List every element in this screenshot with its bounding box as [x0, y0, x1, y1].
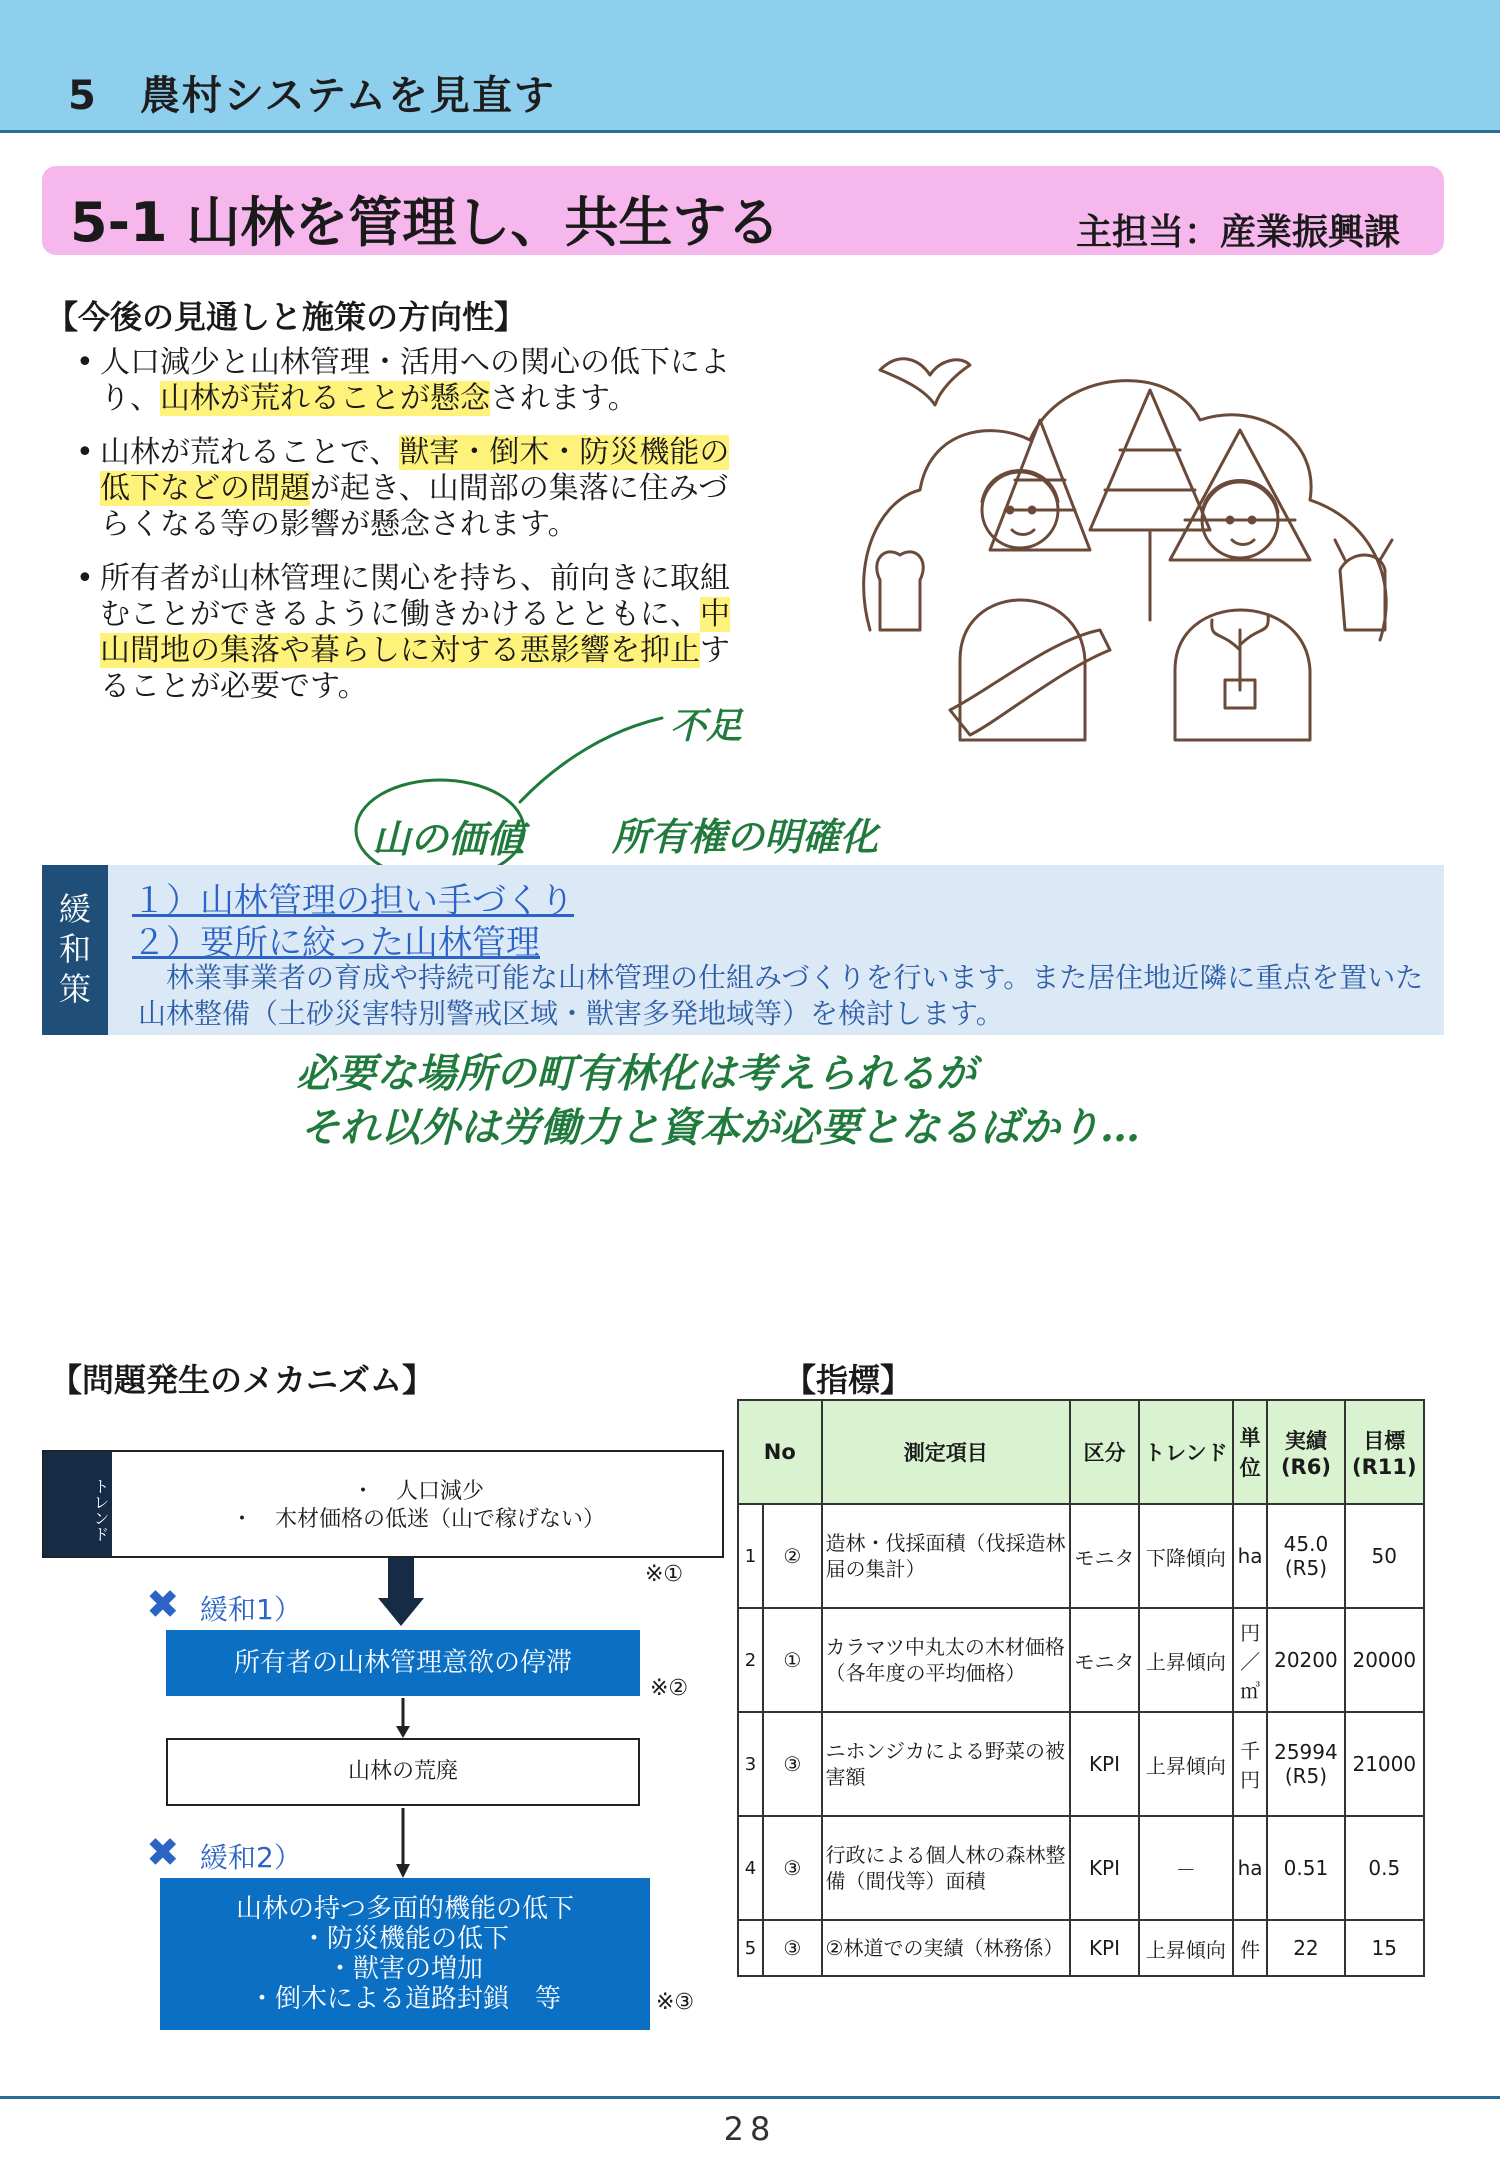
section-owner: 主担当：産業振興課 — [1075, 212, 1400, 253]
page-number: 28 — [723, 2110, 777, 2148]
handwritten-note: 所有権の明確化 — [612, 814, 879, 859]
chapter-header — [0, 0, 1500, 133]
highlight: 獣害・倒木・防災機能の低下などの問題 — [100, 435, 730, 506]
column-header: 目標(R11) — [1345, 1400, 1424, 1504]
column-header: 実績(R6) — [1267, 1400, 1344, 1504]
column-header: No — [738, 1400, 822, 1504]
forest-degradation-box: 山林の荒廃 — [166, 1738, 640, 1806]
mitigation-tag: 緩 和 策 — [42, 865, 108, 1035]
outlook-heading: 【今後の見通しと施策の方向性】 — [46, 298, 527, 336]
trend-box — [42, 1450, 724, 1558]
column-header: 単位 — [1233, 1400, 1267, 1504]
outlook-bullet: • 所有者が山林管理に関心を持ち、前向きに取組むことができるように働きかけるとともに、中山間地の集落や暮らしに対する悪影響を抑止することが必要です。 — [76, 561, 736, 705]
owner-motivation-box: 所有者の山林管理意欲の停滞 — [166, 1630, 640, 1696]
highlight: 中山間地の集落や暮らしに対する悪影響を抑止 — [100, 597, 730, 668]
column-header: 測定項目 — [822, 1400, 1071, 1504]
trend-label: トレンド — [44, 1452, 112, 1556]
trend-items: ・ 人口減少 ・ 木材価格の低迷（山で稼げない） — [230, 1479, 605, 1532]
handwritten-note: それ以外は労働力と資本が必要となるばかり… — [300, 1104, 1140, 1151]
mitigation-description: 林業事業者の育成や持続可能な山林管理の仕組みづくりを行います。また居住地近隣に重点を置いた山林整備（土砂災害特別警戒区域・獣害多発地域等）を検討します。 — [138, 961, 1424, 1030]
mitigation-2-label: 緩和2） — [200, 1841, 302, 1874]
down-arrow-icon — [378, 1558, 424, 1626]
x-mark-icon: ✖ — [146, 1830, 180, 1876]
down-arrow-icon — [396, 1698, 410, 1738]
down-arrow-icon — [396, 1808, 410, 1878]
handwritten-note: 山の価値 — [372, 816, 525, 861]
handwritten-note: 必要な場所の町有林化は考えられるが — [296, 1050, 976, 1097]
table-row: 4 ③ 行政による個人林の森林整備（間伐等）面積 KPI － ha 0.51 0.5 — [738, 1816, 1424, 1920]
table-row: 2 ① カラマツ中丸太の木材価格（各年度の平均価格） モニタ 上昇傾向 円／㎥ 20200 20000 — [738, 1608, 1424, 1712]
table-row: 1 ② 造林・伐採面積（伐採造林届の集計） モニタ 下降傾向 ha 45.0 (R5) 50 — [738, 1504, 1424, 1608]
footnote-marker: ※③ — [656, 1990, 695, 2015]
outlook-bullet: • 人口減少と山林管理・活用への関心の低下により、山林が荒れることが懸念されます。 — [76, 345, 736, 417]
column-header: トレンド — [1139, 1400, 1233, 1504]
multifunction-decline-box: 山林の持つ多面的機能の低下 ・防災機能の低下 ・獣害の増加 ・倒木による道路封鎖 等 — [160, 1878, 650, 2030]
footnote-marker: ※① — [645, 1562, 684, 1587]
outlook-bullet: • 山林が荒れることで、獣害・倒木・防災機能の低下などの問題が起き、山間部の集落に住みづらくなる等の影響が懸念されます。 — [76, 435, 736, 543]
x-mark-icon: ✖ — [146, 1582, 180, 1628]
table-header-row — [738, 1400, 1424, 1504]
mitigation-link-1[interactable]: １）山林管理の担い手づくり — [132, 881, 574, 921]
mechanism-heading: 【問題発生のメカニズム】 — [50, 1361, 435, 1399]
outlook-bullets — [76, 345, 736, 723]
table-row: 5 ③ ②林道での実績（林務係） KPI 上昇傾向 件 22 15 — [738, 1920, 1424, 1976]
mitigation-1-label: 緩和1） — [200, 1593, 302, 1626]
handwritten-note: 不足 — [670, 705, 743, 747]
table-row: 3 ③ ニホンジカによる野菜の被害額 KPI 上昇傾向 千円 25994 (R5) 21000 — [738, 1712, 1424, 1816]
mitigation-link-2[interactable]: ２）要所に絞った山林管理 — [132, 923, 540, 963]
forestry-illustration — [840, 330, 1420, 750]
section-title: 5-1 山林を管理し、共生する — [70, 191, 781, 254]
mitigation-band — [42, 865, 1444, 1035]
indicators-table — [737, 1399, 1425, 1977]
section-header — [42, 166, 1444, 255]
footer-divider — [0, 2096, 1500, 2099]
highlight: 山林が荒れることが懸念 — [160, 381, 490, 416]
column-header: 区分 — [1070, 1400, 1139, 1504]
indicators-heading: 【指標】 — [784, 1361, 913, 1399]
chapter-title: 5 農村システムを見直す — [68, 73, 556, 119]
footnote-marker: ※② — [650, 1676, 689, 1701]
